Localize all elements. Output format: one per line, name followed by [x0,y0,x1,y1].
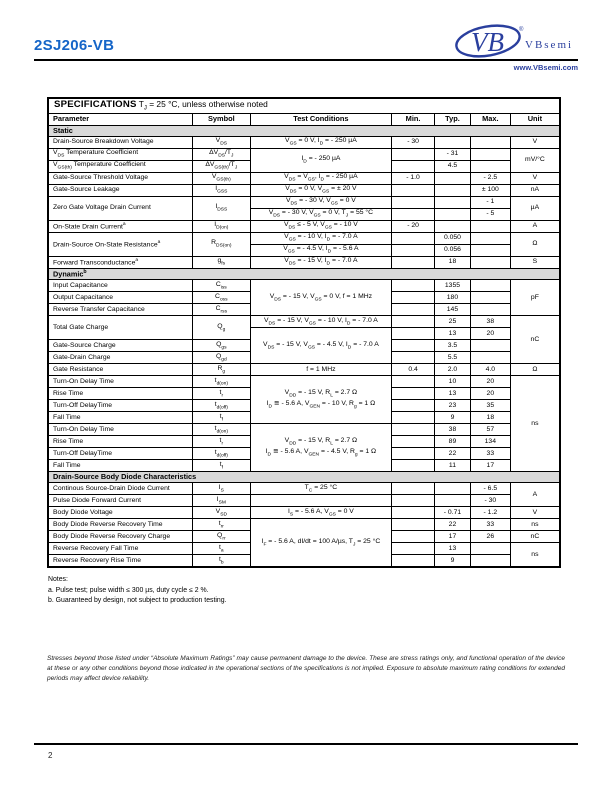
spec-cell [392,388,435,400]
spec-cell: $I_{GSS}$ [192,185,250,197]
spec-cell: - 6.5 [470,483,510,495]
spec-cell: S [510,257,560,269]
spec-cell: pF [510,280,560,316]
note-b: b. Guaranteed by design, not subject to production testing. [48,597,227,605]
spec-cell: $C_{rss}$ [192,304,250,316]
spec-cell [392,257,435,269]
spec-cell [435,185,471,197]
spec-cell: $V_{SD}$ [192,507,250,519]
spec-cell: 23 [435,400,471,412]
spec-cell [470,304,510,316]
spec-cell: 33 [470,519,510,531]
spec-cell [470,555,510,568]
spec-cell: 1355 [435,280,471,292]
spec-cell [470,352,510,364]
spec-cell: $C_{oss}$ [192,292,250,304]
spec-cell: 20 [470,376,510,388]
spec-cell: nC [510,316,560,364]
spec-cell: 11 [435,460,471,472]
spec-cell: Input Capacitance [48,280,192,292]
spec-cell [470,233,510,245]
spec-cell [470,257,510,269]
spec-cell: Rise Time [48,436,192,448]
logo-wordmark: VBsemi [525,39,574,51]
spec-cell: - 0.71 [435,507,471,519]
spec-cell: $I_S$ = - 5.6 A, $V_{GS} = 0$ V [250,507,391,519]
section-header: Dynamic$^b$ [48,269,560,280]
spec-cell [392,460,435,472]
spec-cell: $t_f$ [192,460,250,472]
spec-cell: 57 [470,424,510,436]
spec-cell: $V_{DS} = 0$ V, $V_{GS}$ = ± 20 V [250,185,391,197]
spec-cell: $V_{DS}$ Temperature Coefficient [48,149,192,161]
spec-cell: - 1.2 [470,507,510,519]
spec-cell: $V_{DS}$ [192,137,250,149]
column-header: Min. [392,114,435,126]
spec-cell: 0.4 [392,364,435,376]
spec-cell [470,245,510,257]
spec-cell: V [510,507,560,519]
spec-cell: Gate-Source Leakage [48,185,192,197]
spec-cell: $t_r$ [192,388,250,400]
spec-cell [435,173,471,185]
spec-cell: $t_f$ [192,412,250,424]
spec-cell: $I_{SM}$ [192,495,250,507]
spec-cell: Turn-Off DelayTime [48,448,192,460]
spec-cell [392,161,435,173]
spec-cell [470,161,510,173]
spec-cell: $V_{DS}$ = - 15 V, $V_{GS} = 0$ V, f = 1 MHz [250,280,391,316]
spec-cell: 13 [435,543,471,555]
spec-cell: 180 [435,292,471,304]
header-divider [34,59,578,61]
spec-cell: $t_{d(off)}$ [192,448,250,460]
spec-cell: - 30 [470,495,510,507]
spec-cell: $V_{GS(th)}$ [192,173,250,185]
disclaimer-text: Stresses beyond those listed under “Absolute Maximum Ratings” may cause permanent damage to the device. These are stress ratings only, and functional operation of the device at these or any other conditions beyond those indicated in the operational sections of the specifications is not implied. Exposure to absolute maximum rating conditions for extended periods may affect device reliability. [47,655,565,682]
spec-cell [392,448,435,460]
spec-cell: Body Diode Reverse Recovery Time [48,519,192,531]
spec-table-title: SPECIFICATIONS $T_J = 25$ °C, unless otherwise noted [48,98,560,114]
spec-cell: Reverse Recovery Fall Time [48,543,192,555]
spec-cell [392,197,435,209]
spec-cell: $t_a$ [192,543,250,555]
spec-cell: $t_{d(on)}$ [192,376,250,388]
spec-cell: - 30 [392,137,435,149]
spec-cell [470,292,510,304]
spec-cell [392,185,435,197]
spec-cell: Drain-Source On-State Resistance$^a$ [48,233,192,257]
spec-cell [392,340,435,352]
spec-cell: nC [510,531,560,543]
website-link[interactable]: www.VBsemi.com [513,63,578,72]
spec-cell [392,209,435,221]
spec-cell: 2.0 [435,364,471,376]
spec-cell: - 31 [435,149,471,161]
spec-cell [392,149,435,161]
spec-cell: - 1.0 [392,173,435,185]
spec-cell [392,555,435,568]
spec-cell: 38 [470,316,510,328]
spec-cell: 3.5 [435,340,471,352]
spec-cell: ns [510,519,560,531]
spec-cell [470,543,510,555]
spec-cell [392,292,435,304]
spec-cell: A [510,221,560,233]
spec-cell [392,519,435,531]
spec-cell: A [510,483,560,507]
spec-cell [435,197,471,209]
spec-cell: $Q_{gs}$ [192,340,250,352]
spec-cell [392,495,435,507]
spec-cell: $I_D$ = - 250 µA [250,149,391,173]
spec-cell: Gate-Source Charge [48,340,192,352]
note-a: a. Pulse test; pulse width ≤ 300 µs, duty cycle ≤ 2 %. [48,586,209,594]
spec-cell: $V_{DS}$ = - 30 V, $V_{GS} = 0$ V, $T_J = 55$ °C [250,209,391,221]
spec-cell: mV/°C [510,149,560,173]
spec-cell: ns [510,543,560,568]
spec-cell: On-State Drain Current$^a$ [48,221,192,233]
spec-cell: 9 [435,555,471,568]
spec-cell: V [510,137,560,149]
spec-cell [470,149,510,161]
page-title: 2SJ206-VB [34,37,115,54]
spec-cell: $V_{DS}$ = - 15 V, $V_{GS}$ = - 4.5 V, $I_D$ = - 7.0 A [250,328,391,364]
spec-cell [392,316,435,328]
spec-cell: $t_{d(off)}$ [192,400,250,412]
spec-cell [250,495,391,507]
spec-cell [470,280,510,292]
spec-cell [392,352,435,364]
spec-cell: $R_g$ [192,364,250,376]
spec-cell: 13 [435,328,471,340]
spec-cell [435,221,471,233]
spec-cell: Reverse Transfer Capacitance [48,304,192,316]
spec-cell: - 1 [470,197,510,209]
spec-cell [392,328,435,340]
spec-cell: µA [510,197,560,221]
spec-cell: nA [510,185,560,197]
spec-cell: $\Delta V_{DS}/T_J$ [192,149,250,161]
spec-cell [392,543,435,555]
spec-cell: 145 [435,304,471,316]
spec-cell: 22 [435,519,471,531]
spec-cell: $t_b$ [192,555,250,568]
spec-cell: 20 [470,328,510,340]
spec-cell: Fall Time [48,412,192,424]
spec-cell [392,507,435,519]
spec-cell: 0.050 [435,233,471,245]
spec-cell: Fall Time [48,460,192,472]
spec-cell [392,304,435,316]
spec-cell [470,340,510,352]
spec-cell: Turn-On Delay Time [48,424,192,436]
section-header: Drain-Source Body Diode Characteristics [48,472,560,483]
spec-cell: - 5 [470,209,510,221]
spec-cell: ± 100 [470,185,510,197]
spec-cell: $C_{iss}$ [192,280,250,292]
spec-cell: 4.0 [470,364,510,376]
spec-cell: $V_{DD}$ = - 15 V, $R_L = 2.7$ Ω $I_D$ ≅ - 5.6 A, $V_{GEN}$ = - 10 V, $R_g = 1$ Ω [250,376,391,424]
spec-cell: - 2.5 [470,173,510,185]
column-header: Max. [470,114,510,126]
column-header: Parameter [48,114,192,126]
spec-cell: 18 [470,412,510,424]
spec-cell: $I_{D(on)}$ [192,221,250,233]
spec-cell [392,436,435,448]
spec-cell: $Q_g$ [192,316,250,340]
spec-cell: Gate Resistance [48,364,192,376]
spec-cell: $t_{rr}$ [192,519,250,531]
spec-cell: $I_F$ = - 5.6 A, dI/dt = 100 A/µs, $T_J = 25$ °C [250,519,391,568]
spec-cell: 25 [435,316,471,328]
spec-cell: $V_{DS}$ = - 30 V, $V_{GS} = 0$ V [250,197,391,209]
spec-cell: 35 [470,400,510,412]
spec-cell: 22 [435,448,471,460]
spec-cell [392,376,435,388]
spec-cell: $V_{DD}$ = - 15 V, $R_L = 2.7$ Ω $I_D$ ≅ - 5.6 A, $V_{GEN}$ = - 4.5 V, $R_g = 1$ Ω [250,424,391,472]
spec-cell [392,483,435,495]
spec-cell: f = 1 MHz [250,364,391,376]
spec-cell [392,424,435,436]
spec-cell: 10 [435,376,471,388]
spec-cell: Total Gate Charge [48,316,192,340]
spec-cell: $V_{DS}$ = - 15 V, $V_{GS}$ = - 10 V, $I_D$ = - 7.0 A [250,316,391,328]
spec-cell: $g_{fs}$ [192,257,250,269]
spec-cell: $V_{GS}$ = - 4.5 V, $I_D$ = - 5.6 A [250,245,391,257]
section-header: Static [48,126,560,137]
spec-cell: $T_C = 25$ °C [250,483,391,495]
spec-cell: $Q_{rr}$ [192,531,250,543]
column-header: Test Conditions [250,114,391,126]
spec-cell: Ω [510,233,560,257]
spec-cell [435,209,471,221]
spec-cell [470,221,510,233]
spec-cell: Reverse Recovery Rise Time [48,555,192,568]
spec-cell: 5.5 [435,352,471,364]
spec-cell: 26 [470,531,510,543]
spec-cell: $I_S$ [192,483,250,495]
spec-cell: 9 [435,412,471,424]
spec-cell: Continous Source-Drain Diode Current [48,483,192,495]
spec-cell: Rise Time [48,388,192,400]
spec-cell: $V_{DS} = V_{GS}$, $I_D$ = - 250 µA [250,173,391,185]
spec-cell [392,245,435,257]
spec-cell: 17 [470,460,510,472]
spec-cell: 17 [435,531,471,543]
spec-cell: V [510,173,560,185]
spec-cell [392,400,435,412]
spec-cell: Output Capacitance [48,292,192,304]
notes-block [48,575,227,607]
spec-cell: $\Delta V_{GS(th)}/T_J$ [192,161,250,173]
spec-cell: $t_{d(on)}$ [192,424,250,436]
spec-cell: Gate-Drain Charge [48,352,192,364]
spec-cell: $V_{DS}$ ≤ - 5 V, $V_{GS}$ = - 10 V [250,221,391,233]
column-header: Unit [510,114,560,126]
notes-title: Notes: [48,576,68,583]
spec-cell: Pulse Diode Forward Current [48,495,192,507]
spec-cell: 4.5 [435,161,471,173]
spec-cell [470,137,510,149]
spec-cell: $I_{DSS}$ [192,197,250,221]
spec-cell: 33 [470,448,510,460]
spec-cell [392,412,435,424]
spec-cell: 0.056 [435,245,471,257]
spec-cell [435,137,471,149]
spec-cell [392,233,435,245]
spec-cell: $V_{GS}$ = - 10 V, $I_D$ = - 7.0 A [250,233,391,245]
spec-cell: 89 [435,436,471,448]
spec-cell: Forward Transconductance$^a$ [48,257,192,269]
spec-cell: 38 [435,424,471,436]
spec-cell: Turn-Off DelayTime [48,400,192,412]
spec-cell: Body Diode Reverse Recovery Charge [48,531,192,543]
spec-cell: 134 [470,436,510,448]
spec-cell: Gate-Source Threshold Voltage [48,173,192,185]
column-header: Typ. [435,114,471,126]
spec-cell: Drain-Source Breakdown Voltage [48,137,192,149]
specifications-table [47,97,561,568]
spec-cell: $R_{DS(on)}$ [192,233,250,257]
spec-cell: 13 [435,388,471,400]
spec-cell: 20 [470,388,510,400]
spec-cell: $V_{GS} = 0$ V, $I_D$ = - 250 µA [250,137,391,149]
spec-cell: Zero Gate Voltage Drain Current [48,197,192,221]
spec-cell: 18 [435,257,471,269]
spec-cell: $V_{DS}$ = - 15 V, $I_D$ = - 7.0 A [250,257,391,269]
spec-cell: Body Diode Voltage [48,507,192,519]
spec-cell [435,483,471,495]
footer-divider [34,743,578,745]
spec-cell: Ω [510,364,560,376]
registered-mark-icon: ® [519,27,524,33]
page-number: 2 [48,751,53,760]
spec-cell: $t_r$ [192,436,250,448]
spec-cell: - 20 [392,221,435,233]
spec-cell [435,495,471,507]
vbsemi-logo [452,24,578,60]
spec-cell: ns [510,376,560,472]
spec-cell [392,531,435,543]
logo-monogram: VB [471,27,504,57]
column-header: Symbol [192,114,250,126]
spec-cell: $V_{GS(th)}$ Temperature Coefficient [48,161,192,173]
spec-cell: $Q_{gd}$ [192,352,250,364]
spec-cell [392,280,435,292]
spec-cell: Turn-On Delay Time [48,376,192,388]
